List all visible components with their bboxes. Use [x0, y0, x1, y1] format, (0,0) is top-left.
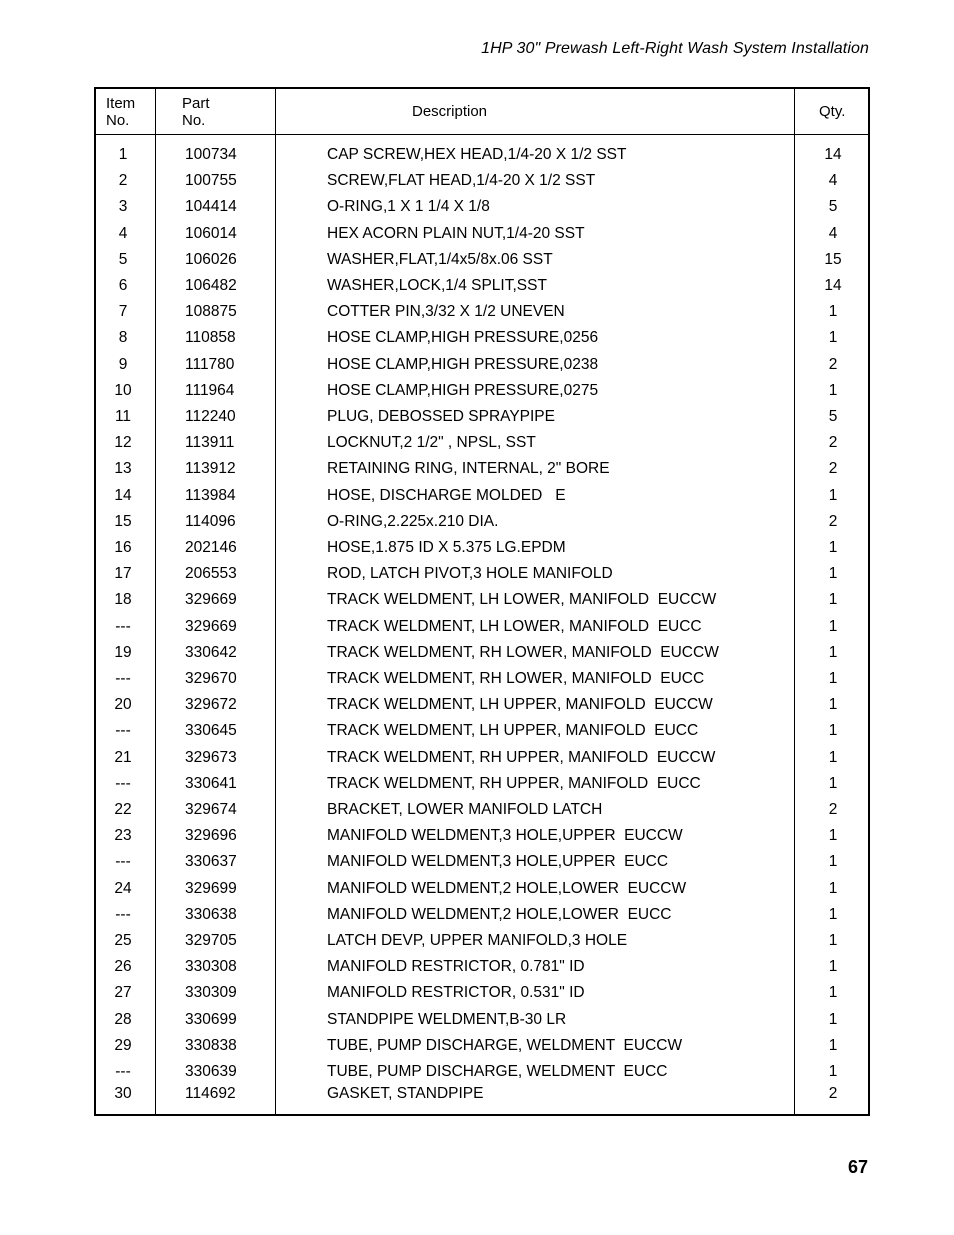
part-number-cell: 329674 — [185, 801, 237, 818]
table-row — [96, 302, 868, 324]
description-cell: COTTER PIN,3/32 X 1/2 UNEVEN — [327, 303, 565, 321]
table-row — [96, 748, 868, 770]
item-number-cell: 25 — [114, 932, 132, 949]
item-number-cell: 5 — [118, 250, 128, 268]
part-number-cell: 202146 — [185, 539, 237, 556]
quantity-cell: 1 — [828, 879, 838, 897]
table-row — [96, 171, 868, 193]
description-cell: MANIFOLD WELDMENT,3 HOLE,UPPER EUCCW — [327, 827, 683, 845]
table-row — [96, 224, 868, 246]
page-number: 67 — [847, 1157, 868, 1177]
part-number-cell: 111964 — [185, 381, 235, 399]
item-number-cell: 20 — [114, 696, 132, 714]
table-row — [96, 407, 868, 429]
part-number-cell: 113912 — [185, 460, 236, 478]
table-row — [96, 983, 868, 1005]
description-cell: HOSE CLAMP,HIGH PRESSURE,0256 — [327, 329, 599, 347]
item-number-cell: 18 — [114, 591, 132, 609]
parts-table — [94, 87, 870, 1116]
item-number-cell: 12 — [114, 434, 132, 452]
quantity-cell: 1 — [828, 853, 838, 871]
description-cell: MANIFOLD RESTRICTOR, 0.531" ID — [327, 984, 585, 1002]
description-cell: MANIFOLD WELDMENT,2 HOLE,LOWER EUCC — [327, 905, 672, 923]
quantity-cell: 1 — [828, 748, 838, 766]
quantity-cell: 15 — [824, 250, 842, 268]
item-number-cell: 3 — [118, 198, 128, 216]
part-number-cell: 104414 — [185, 198, 237, 216]
part-number-cell: 329673 — [185, 748, 237, 766]
quantity-cell: 4 — [828, 172, 838, 190]
part-number-cell: 330641 — [185, 774, 237, 792]
item-number-cell: 4 — [118, 224, 128, 242]
quantity-cell: 1 — [828, 1010, 838, 1028]
part-number-cell: 112240 — [185, 408, 236, 425]
table-row — [96, 590, 868, 612]
item-number-cell: 14 — [114, 486, 132, 504]
quantity-cell: 1 — [828, 722, 838, 740]
item-number-cell: --- — [115, 670, 131, 687]
quantity-cell: 1 — [828, 329, 838, 347]
table-row — [96, 486, 868, 508]
item-number-cell: 19 — [114, 643, 132, 661]
item-number-cell: --- — [115, 722, 131, 740]
table-row — [96, 669, 868, 691]
description-cell: CAP SCREW,HEX HEAD,1/4-20 X 1/2 SST — [327, 146, 627, 163]
description-cell: LATCH DEVP, UPPER MANIFOLD,3 HOLE — [327, 932, 628, 949]
part-number-cell: 329669 — [185, 617, 237, 635]
quantity-cell: 14 — [824, 277, 842, 294]
description-cell: TUBE, PUMP DISCHARGE, WELDMENT EUCC — [327, 1063, 668, 1080]
description-cell: STANDPIPE WELDMENT,B-30 LR — [327, 1010, 567, 1028]
table-row — [96, 459, 868, 481]
part-number-cell: 330838 — [185, 1036, 237, 1054]
item-number-cell: 13 — [114, 460, 132, 478]
part-number-cell: 108875 — [185, 303, 237, 321]
quantity-cell: 1 — [828, 984, 838, 1002]
part-no-header — [182, 95, 210, 129]
description-cell: RETAINING RING, INTERNAL, 2" BORE — [327, 460, 610, 478]
quantity-cell: 1 — [828, 670, 838, 687]
quantity-cell: 2 — [828, 460, 838, 478]
part-number-cell: 106026 — [185, 250, 237, 268]
item-number-cell: 7 — [118, 303, 128, 321]
table-row — [96, 879, 868, 901]
table-row — [96, 957, 868, 979]
description-cell: HOSE CLAMP,HIGH PRESSURE,0275 — [327, 381, 599, 399]
quantity-cell: 1 — [828, 958, 838, 976]
part-number-cell: 330639 — [185, 1063, 237, 1080]
item-number-cell: --- — [115, 905, 131, 923]
item-number-cell: 2 — [118, 172, 128, 190]
quantity-cell: 1 — [828, 617, 838, 635]
description-cell: HOSE,1.875 ID X 5.375 LG.EPDM — [327, 539, 566, 556]
part-header-line1: Part — [182, 95, 210, 112]
part-header-line2: No. — [182, 112, 206, 129]
part-number-cell: 330642 — [185, 643, 237, 661]
quantity-cell: 1 — [828, 303, 838, 321]
table-row — [96, 826, 868, 848]
part-number-cell: 114692 — [185, 1085, 236, 1102]
description-cell: GASKET, STANDPIPE — [327, 1085, 484, 1102]
item-number-cell: 21 — [114, 748, 132, 766]
part-number-cell: 113911 — [185, 434, 235, 452]
item-number-cell: 9 — [118, 355, 128, 373]
part-number-cell: 100755 — [185, 172, 237, 190]
table-row — [96, 931, 868, 953]
item-number-cell: 23 — [114, 827, 132, 845]
part-number-cell: 206553 — [185, 565, 237, 583]
table-row — [96, 1036, 868, 1058]
part-number-cell: 114096 — [185, 512, 236, 530]
description-cell: BRACKET, LOWER MANIFOLD LATCH — [327, 801, 603, 818]
quantity-cell: 1 — [828, 591, 838, 609]
description-cell: WASHER,LOCK,1/4 SPLIT,SST — [327, 277, 547, 294]
description-cell: TRACK WELDMENT, LH UPPER, MANIFOLD EUCCW — [327, 696, 713, 714]
item-number-cell: --- — [115, 1063, 131, 1080]
table-row — [96, 852, 868, 874]
table-row — [96, 617, 868, 639]
part-number-cell: 329699 — [185, 879, 237, 897]
item-number-cell: 17 — [114, 565, 132, 583]
part-number-cell: 330309 — [185, 984, 237, 1002]
part-number-cell: 110858 — [185, 329, 236, 347]
part-number-cell: 329672 — [185, 696, 237, 714]
item-number-cell: 8 — [118, 329, 128, 347]
page-title: 1HP 30" Prewash Left-Right Wash System Installation — [481, 40, 869, 57]
item-number-cell: 24 — [114, 879, 132, 897]
table-row — [96, 695, 868, 717]
item-number-cell: 22 — [114, 801, 132, 818]
part-number-cell: 330699 — [185, 1010, 237, 1028]
item-number-cell: 29 — [114, 1036, 132, 1054]
description-cell: HEX ACORN PLAIN NUT,1/4-20 SST — [327, 224, 585, 242]
part-number-cell: 106482 — [185, 277, 237, 294]
quantity-cell: 1 — [828, 565, 838, 583]
description-cell: TRACK WELDMENT, RH LOWER, MANIFOLD EUCC — [327, 670, 705, 687]
item-number-cell: 16 — [114, 539, 132, 556]
quantity-cell: 2 — [828, 355, 838, 373]
part-number-cell: 330638 — [185, 905, 237, 923]
item-number-cell: 11 — [114, 408, 132, 425]
part-number-cell: 106014 — [185, 224, 237, 242]
quantity-cell: 1 — [828, 381, 838, 399]
description-cell: TRACK WELDMENT, RH LOWER, MANIFOLD EUCCW — [327, 643, 719, 661]
table-row — [96, 433, 868, 455]
item-number-cell: 30 — [114, 1085, 132, 1102]
part-number-cell: 113984 — [185, 486, 236, 504]
description-cell: O-RING,1 X 1 1/4 X 1/8 — [327, 198, 490, 216]
table-row — [96, 145, 868, 167]
quantity-cell: 2 — [828, 434, 838, 452]
item-header-line2: No. — [106, 112, 130, 129]
qty-header: Qty. — [819, 103, 846, 120]
part-number-cell: 329670 — [185, 670, 237, 687]
header-divider — [96, 134, 868, 135]
description-cell: TRACK WELDMENT, LH UPPER, MANIFOLD EUCC — [327, 722, 699, 740]
table-row — [96, 250, 868, 272]
item-number-cell: --- — [115, 617, 131, 635]
part-number-cell: 330308 — [185, 958, 237, 976]
quantity-cell: 1 — [828, 1063, 838, 1080]
quantity-cell: 1 — [828, 539, 838, 556]
description-cell: TRACK WELDMENT, RH UPPER, MANIFOLD EUCCW — [327, 748, 716, 766]
table-row — [96, 1062, 868, 1084]
table-row — [96, 1010, 868, 1032]
quantity-cell: 1 — [828, 827, 838, 845]
quantity-cell: 5 — [828, 408, 838, 425]
quantity-cell: 1 — [828, 905, 838, 923]
quantity-cell: 2 — [828, 801, 838, 818]
description-cell: ROD, LATCH PIVOT,3 HOLE MANIFOLD — [327, 565, 613, 583]
description-header: Description — [412, 103, 488, 120]
quantity-cell: 1 — [828, 774, 838, 792]
table-row — [96, 643, 868, 665]
description-cell: TRACK WELDMENT, RH UPPER, MANIFOLD EUCC — [327, 774, 701, 792]
quantity-cell: 4 — [828, 224, 838, 242]
table-row — [96, 538, 868, 560]
description-cell: TRACK WELDMENT, LH LOWER, MANIFOLD EUCCW — [327, 591, 717, 609]
table-row — [96, 355, 868, 377]
part-number-cell: 329669 — [185, 591, 237, 609]
description-cell: LOCKNUT,2 1/2" , NPSL, SST — [327, 434, 536, 452]
part-number-cell: 330645 — [185, 722, 237, 740]
description-cell: MANIFOLD WELDMENT,3 HOLE,UPPER EUCC — [327, 853, 669, 871]
item-number-cell: 28 — [114, 1010, 132, 1028]
description-cell: MANIFOLD WELDMENT,2 HOLE,LOWER EUCCW — [327, 879, 687, 897]
item-no-header — [106, 95, 135, 129]
table-row — [96, 564, 868, 586]
quantity-cell: 14 — [824, 146, 842, 163]
item-number-cell: 10 — [114, 381, 132, 399]
item-number-cell: 1 — [118, 146, 128, 163]
description-cell: WASHER,FLAT,1/4x5/8x.06 SST — [327, 250, 553, 268]
item-number-cell: --- — [115, 774, 131, 792]
item-number-cell: --- — [115, 853, 131, 871]
quantity-cell: 5 — [828, 198, 838, 216]
table-row — [96, 905, 868, 927]
item-number-cell: 15 — [114, 512, 132, 530]
description-cell: PLUG, DEBOSSED SPRAYPIPE — [327, 408, 555, 425]
item-number-cell: 27 — [114, 984, 132, 1002]
table-row — [96, 276, 868, 298]
quantity-cell: 1 — [828, 1036, 838, 1054]
table-row — [96, 800, 868, 822]
item-number-cell: 26 — [114, 958, 132, 976]
table-row — [96, 197, 868, 219]
part-number-cell: 100734 — [185, 146, 237, 163]
table-row — [96, 721, 868, 743]
item-header-line1: Item — [106, 95, 136, 112]
quantity-cell: 1 — [828, 486, 838, 504]
table-row — [96, 1084, 868, 1106]
description-cell: MANIFOLD RESTRICTOR, 0.781" ID — [327, 958, 585, 976]
part-number-cell: 329705 — [185, 932, 237, 949]
description-cell: SCREW,FLAT HEAD,1/4-20 X 1/2 SST — [327, 172, 596, 190]
table-row — [96, 512, 868, 534]
table-row — [96, 381, 868, 403]
description-cell: TUBE, PUMP DISCHARGE, WELDMENT EUCCW — [327, 1036, 683, 1054]
quantity-cell: 1 — [828, 643, 838, 661]
description-cell: O-RING,2.225x.210 DIA. — [327, 512, 499, 530]
quantity-cell: 2 — [828, 1085, 838, 1102]
table-row — [96, 774, 868, 796]
description-cell: TRACK WELDMENT, LH LOWER, MANIFOLD EUCC — [327, 617, 702, 635]
part-number-cell: 330637 — [185, 853, 237, 871]
description-cell: HOSE CLAMP,HIGH PRESSURE,0238 — [327, 355, 599, 373]
quantity-cell: 1 — [828, 932, 838, 949]
table-row — [96, 328, 868, 350]
description-cell: HOSE, DISCHARGE MOLDED E — [327, 486, 566, 504]
item-number-cell: 6 — [118, 277, 128, 294]
quantity-cell: 2 — [828, 512, 838, 530]
part-number-cell: 111780 — [185, 355, 235, 373]
quantity-cell: 1 — [828, 696, 838, 714]
part-number-cell: 329696 — [185, 827, 237, 845]
